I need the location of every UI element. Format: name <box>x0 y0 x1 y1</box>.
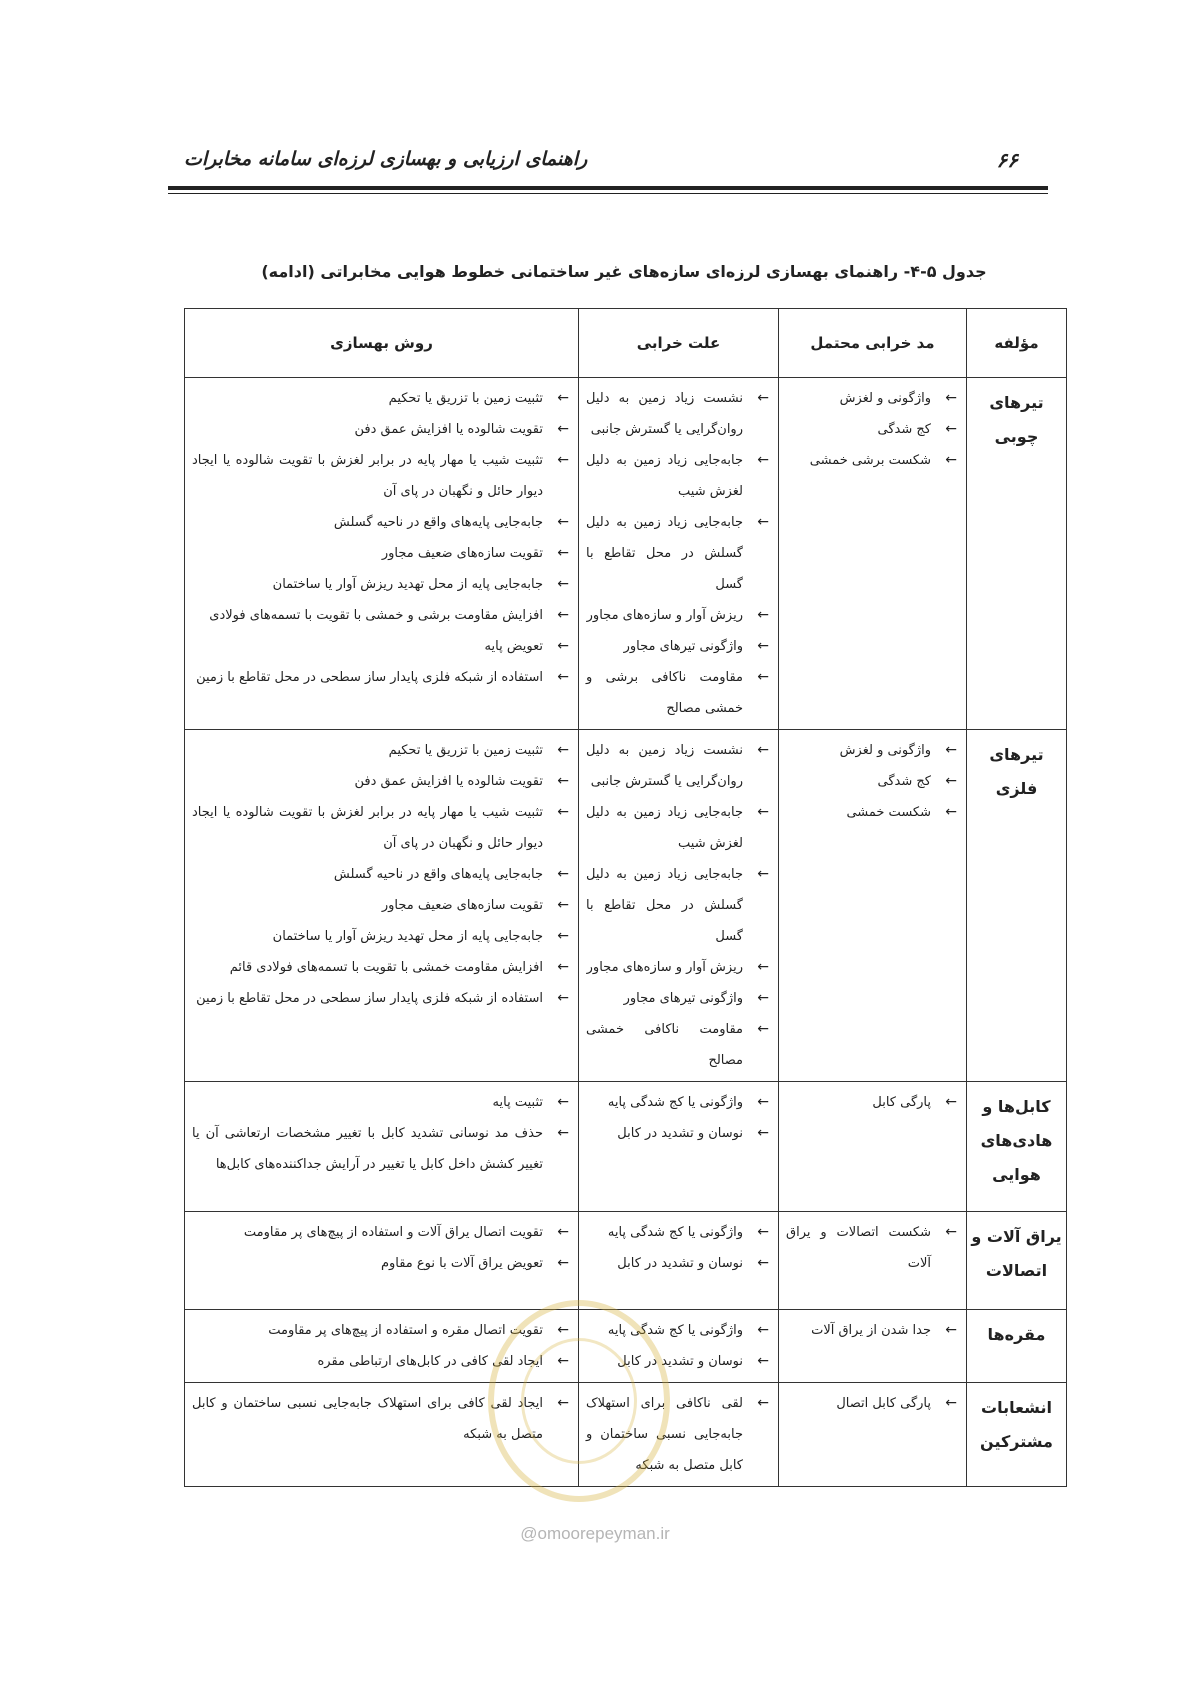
damage-item: ← شکست خمشی <box>786 797 959 828</box>
method-item: ← تقویت اتصال یراق آلات و استفاده از پیچ‌های پر مقاومت <box>192 1217 571 1248</box>
cell-component: کابل‌ها و هادی‌های هوایی <box>967 1082 1067 1212</box>
cell-damage-mode-list <box>780 1384 965 1423</box>
damage-item: ← شکست اتصالات و یراق آلات <box>786 1217 959 1279</box>
header-component: مؤلفه <box>967 309 1067 378</box>
header-method: روش بهسازی <box>185 309 579 378</box>
page-header <box>160 138 1048 178</box>
cell-method <box>185 1082 579 1212</box>
cell-damage-mode-list <box>780 1213 965 1283</box>
method-item: ← تعویض یراق آلات با نوع مقاوم <box>192 1248 571 1279</box>
cell-cause <box>579 730 779 1082</box>
retrofit-table <box>184 308 1067 1487</box>
method-item: ← جابه‌جایی پایه‌های واقع در ناحیه گسلش <box>192 859 571 890</box>
method-item: ← تثبیت شیب یا مهار پایه در برابر لغزش با تقویت شالوده یا ایجاد دیوار حائل و نگهبان در پای آن <box>192 445 571 507</box>
cell-cause-list <box>580 379 777 728</box>
cause-item: ← واژگونی یا کج شدگی پایه <box>586 1087 771 1118</box>
header-damage-mode: مد خرابی محتمل <box>779 309 967 378</box>
cause-item: ← ریزش آوار و سازه‌های مجاور <box>586 952 771 983</box>
running-title: راهنمای ارزیابی و بهسازی لرزه‌ای سامانه مخابرات <box>184 148 588 170</box>
method-item: ← تثبیت پایه <box>192 1087 571 1118</box>
method-item: ← تعویض پایه <box>192 631 571 662</box>
damage-item: ← کج شدگی <box>786 766 959 797</box>
cause-item: ← مقاومت ناکافی برشی و خمشی مصالح <box>586 662 771 724</box>
cell-damage-mode-list <box>780 379 965 480</box>
cell-component: تیرهای چوبی <box>967 378 1067 730</box>
cell-damage-mode <box>779 1082 967 1212</box>
page-number: ۶۶ <box>996 148 1018 172</box>
method-item: ← جابه‌جایی پایه‌های واقع در ناحیه گسلش <box>192 507 571 538</box>
table-row <box>185 1212 1067 1310</box>
table-row <box>185 378 1067 730</box>
table-row <box>185 730 1067 1082</box>
cell-method-list <box>186 1213 577 1283</box>
header-cause: علت خرابی <box>579 309 779 378</box>
cell-damage-mode-list <box>780 1083 965 1122</box>
table-row <box>185 1082 1067 1212</box>
cell-damage-mode <box>779 730 967 1082</box>
cause-item: ← واژگونی یا کج شدگی پایه <box>586 1315 771 1346</box>
watermark-seal-inner <box>521 1338 637 1464</box>
method-item: ← تقویت سازه‌های ضعیف مجاور <box>192 538 571 569</box>
cause-item: ← نشست زیاد زمین به دلیل روان‌گرایی یا گسترش جانبی <box>586 383 771 445</box>
method-item: ← استفاده از شبکه فلزی پایدار ساز سطحی در محل تقاطع با زمین <box>192 983 571 1014</box>
cell-component: انشعابات مشترکین <box>967 1383 1067 1487</box>
cell-cause <box>579 1082 779 1212</box>
cell-damage-mode <box>779 1310 967 1383</box>
cell-cause-list <box>580 1083 777 1153</box>
damage-item: ← پارگی کابل اتصال <box>786 1388 959 1419</box>
cell-damage-mode-list <box>780 1311 965 1350</box>
cause-item: ← جابه‌جایی زیاد زمین به دلیل گسلش در محل تقاطع با گسل <box>586 507 771 600</box>
header-rule-thick <box>168 186 1048 190</box>
method-item: ← تقویت شالوده یا افزایش عمق دفن <box>192 766 571 797</box>
cell-method <box>185 730 579 1082</box>
cause-item: ← ریزش آوار و سازه‌های مجاور <box>586 600 771 631</box>
cell-damage-mode-list <box>780 731 965 832</box>
method-item: ← حذف مد نوسانی تشدید کابل با تغییر مشخصات ارتعاشی آن یا تغییر کشش داخل کابل یا تغییر در آرایش جداکننده‌های کابل‌ها <box>192 1118 571 1180</box>
method-item: ← جابه‌جایی پایه از محل تهدید ریزش آوار یا ساختمان <box>192 569 571 600</box>
cell-damage-mode <box>779 1383 967 1487</box>
watermark-site-text: omoorepeyman.ir <box>537 1524 670 1543</box>
header-rule-thin <box>168 193 1048 194</box>
method-item: ← تقویت سازه‌های ضعیف مجاور <box>192 890 571 921</box>
damage-item: ← کج شدگی <box>786 414 959 445</box>
cell-cause <box>579 378 779 730</box>
cell-component: مقره‌ها <box>967 1310 1067 1383</box>
cause-item: ← نوسان و تشدید در کابل <box>586 1346 771 1377</box>
method-item: ← جابه‌جایی پایه از محل تهدید ریزش آوار یا ساختمان <box>192 921 571 952</box>
method-item: ← تثبیت شیب یا مهار پایه در برابر لغزش با تقویت شالوده یا ایجاد دیوار حائل و نگهبان در پای آن <box>192 797 571 859</box>
cell-cause-list <box>580 1213 777 1283</box>
method-item: ← افزایش مقاومت برشی و خمشی با تقویت با تسمه‌های فولادی <box>192 600 571 631</box>
cell-method-list <box>186 1083 577 1184</box>
damage-item: ← پارگی کابل <box>786 1087 959 1118</box>
method-item: ← ایجاد لقی کافی در کابل‌های ارتباطی مقره <box>192 1346 571 1377</box>
damage-item: ← واژگونی و لغزش <box>786 383 959 414</box>
method-item: ← تثبیت زمین با تزریق یا تحکیم <box>192 383 571 414</box>
cell-cause <box>579 1212 779 1310</box>
cause-item: ← نوسان و تشدید در کابل <box>586 1118 771 1149</box>
cell-method-list <box>186 731 577 1018</box>
cell-method-list <box>186 379 577 697</box>
cell-damage-mode <box>779 378 967 730</box>
cause-item: ← جابه‌جایی زیاد زمین به دلیل گسلش در محل تقاطع با گسل <box>586 859 771 952</box>
damage-item: ← شکست برشی خمشی <box>786 445 959 476</box>
cause-item: ← نوسان و تشدید در کابل <box>586 1248 771 1279</box>
cell-component: تیرهای فلزی <box>967 730 1067 1082</box>
cell-method <box>185 1212 579 1310</box>
method-item: ← ایجاد لقی کافی برای استهلاک جابه‌جایی نسبی ساختمان و کابل متصل به شبکه <box>192 1388 571 1450</box>
cause-item: ← واژگونی تیرهای مجاور <box>586 983 771 1014</box>
method-item: ← تقویت اتصال مقره و استفاده از پیچ‌های پر مقاومت <box>192 1315 571 1346</box>
method-item: ← تقویت شالوده یا افزایش عمق دفن <box>192 414 571 445</box>
table-header-row <box>185 309 1067 378</box>
method-item: ← تثبیت زمین با تزریق یا تحکیم <box>192 735 571 766</box>
method-item: ← استفاده از شبکه فلزی پایدار ساز سطحی در محل تقاطع با زمین <box>192 662 571 693</box>
cell-cause-list <box>580 731 777 1080</box>
cause-item: ← نشست زیاد زمین به دلیل روان‌گرایی یا گسترش جانبی <box>586 735 771 797</box>
watermark-seal <box>488 1300 670 1502</box>
table-caption: جدول ۵-۴- راهنمای بهسازی لرزه‌ای سازه‌های غیر ساختمانی خطوط هوایی مخابراتی (ادامه) <box>261 262 987 281</box>
damage-item: ← واژگونی و لغزش <box>786 735 959 766</box>
cell-component: یراق آلات و اتصالات <box>967 1212 1067 1310</box>
cell-damage-mode <box>779 1212 967 1310</box>
cause-item: ← مقاومت ناکافی خمشی مصالح <box>586 1014 771 1076</box>
cause-item: ← واژگونی تیرهای مجاور <box>586 631 771 662</box>
watermark-site: @omoorepeyman.ir <box>520 1524 670 1543</box>
cell-method <box>185 378 579 730</box>
method-item: ← افزایش مقاومت خمشی با تقویت با تسمه‌های فولادی قائم <box>192 952 571 983</box>
cause-item: ← جابه‌جایی زیاد زمین به دلیل لغزش شیب <box>586 445 771 507</box>
cause-item: ← واژگونی یا کج شدگی پایه <box>586 1217 771 1248</box>
damage-item: ← جدا شدن از یراق آلات <box>786 1315 959 1346</box>
cause-item: ← لقی ناکافی برای استهلاک جابه‌جایی نسبی ساختمان و کابل متصل به شبکه <box>586 1388 771 1481</box>
cause-item: ← جابه‌جایی زیاد زمین به دلیل لغزش شیب <box>586 797 771 859</box>
